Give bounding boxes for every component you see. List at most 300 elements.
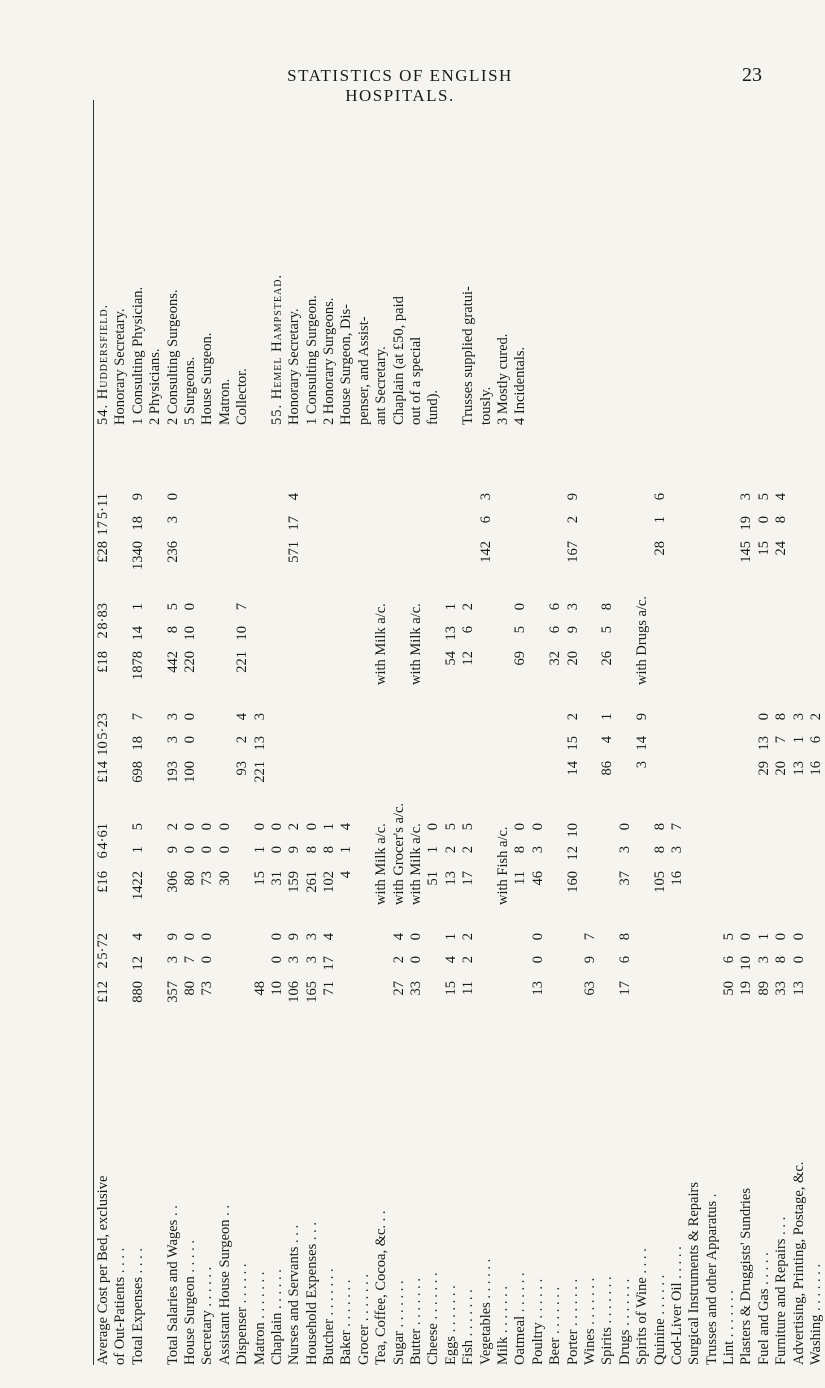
table-cell — [234, 599, 251, 685]
shillings-value — [530, 516, 547, 534]
pence-value — [773, 823, 790, 839]
pounds-value — [599, 541, 616, 575]
pounds-value — [443, 761, 460, 795]
table-cell — [756, 819, 773, 905]
shillings-value — [808, 956, 825, 974]
pounds-value — [686, 541, 703, 575]
table-cell — [147, 709, 164, 795]
pence-value — [286, 603, 303, 619]
shillings-value — [478, 956, 495, 974]
pence-value — [338, 713, 355, 729]
shillings-value — [425, 516, 442, 534]
table-cell — [112, 709, 129, 795]
table-cell — [321, 819, 338, 905]
note-line: Trusses supplied gratui- — [460, 286, 477, 425]
pounds-value — [617, 651, 634, 685]
row-label: Secretary . . . . . . — [199, 1266, 216, 1365]
table-cell — [338, 599, 355, 685]
shillings-value — [791, 516, 808, 534]
row-label: Wines . . . . . . . — [581, 1277, 598, 1365]
table-cell — [460, 489, 477, 575]
shillings-value — [791, 626, 808, 644]
pence-value — [373, 493, 390, 509]
pence-value: 9 — [286, 933, 303, 941]
table-cell — [443, 819, 460, 905]
pence-value — [147, 713, 164, 729]
table-cell — [669, 709, 686, 795]
pence-value — [634, 603, 651, 619]
pence-value: 9 — [129, 493, 146, 501]
table-cell — [286, 819, 303, 905]
pounds-value: 80 — [181, 981, 198, 996]
table-cell — [599, 489, 616, 575]
pence-value: 0 — [425, 823, 442, 831]
shillings-value — [652, 626, 669, 644]
shillings-value — [234, 956, 251, 974]
pounds-value: with Milk a/c. — [373, 603, 390, 685]
shillings-value: 3 — [755, 956, 772, 964]
pence-value: 0 — [529, 933, 546, 941]
pounds-value: 33 — [408, 981, 425, 996]
pence-value — [112, 933, 129, 949]
shillings-value: 14 — [634, 736, 651, 751]
table-cell — [182, 929, 199, 1015]
pounds-value — [669, 761, 686, 795]
table-cell — [373, 709, 390, 795]
pounds-value: 1422 — [129, 871, 146, 900]
table-cell — [252, 599, 269, 685]
table-cell — [704, 599, 721, 685]
shillings-value — [721, 626, 738, 644]
pence-value: 0 — [181, 933, 198, 941]
table-cell — [669, 929, 686, 1015]
shillings-value: 15 — [564, 736, 581, 751]
pence-value — [652, 603, 669, 619]
pence-value — [582, 493, 599, 509]
pence-value — [408, 603, 425, 619]
shillings-value: 0 — [755, 516, 772, 524]
table-cell — [704, 819, 721, 905]
shillings-value: 13 — [755, 736, 772, 751]
pence-value — [112, 823, 129, 839]
table-cell — [478, 709, 495, 795]
table-cell — [686, 709, 703, 795]
pounds-value — [652, 761, 669, 795]
pence-value: 0 — [616, 823, 633, 831]
table-cell — [495, 709, 512, 795]
shillings-value: 6 — [460, 626, 477, 634]
pounds-value: 100 — [181, 761, 198, 783]
pence-value — [425, 933, 442, 949]
table-cell — [425, 489, 442, 575]
hospital-column — [95, 929, 825, 1015]
shillings-value — [686, 626, 703, 644]
table-cell — [738, 929, 755, 1015]
shillings-value — [495, 956, 512, 974]
pounds-value — [112, 761, 129, 795]
note-line: Collector. — [234, 368, 251, 425]
pounds-value — [721, 651, 738, 685]
table-cell — [495, 819, 512, 905]
shillings-value: 9 — [564, 626, 581, 634]
row-label: Porter . . . . . . . — [564, 1278, 581, 1365]
pounds-value — [478, 871, 495, 905]
pence-value: 5 — [164, 603, 181, 611]
table-cell — [217, 709, 234, 795]
table-cell — [321, 599, 338, 685]
table-cell — [756, 929, 773, 1015]
pence-value: 0 — [251, 823, 268, 831]
table-cell — [252, 709, 269, 795]
pence-value — [791, 493, 808, 509]
pounds-value: 30 — [216, 871, 233, 886]
pence-value — [791, 603, 808, 619]
pounds-value — [252, 651, 269, 685]
pence-value — [530, 603, 547, 619]
shillings-value: 7 — [773, 736, 790, 744]
pence-value — [478, 823, 495, 839]
shillings-value — [356, 736, 373, 754]
shillings-value — [547, 956, 564, 974]
pounds-value — [391, 541, 408, 575]
table-cell — [391, 599, 408, 685]
shillings-value: 18 — [129, 516, 146, 531]
shillings-value: 0 — [216, 846, 233, 854]
shillings-value — [147, 626, 164, 644]
pence-value: 0 — [268, 933, 285, 941]
table-cell — [338, 709, 355, 795]
pounds-value — [808, 871, 825, 905]
table-cell — [617, 819, 634, 905]
pounds-value: 48 — [251, 981, 268, 996]
shillings-value — [721, 846, 738, 864]
shillings-value — [686, 516, 703, 534]
pounds-value: 24 — [773, 541, 790, 556]
table-cell — [234, 489, 251, 575]
shillings-value: 14 — [129, 626, 146, 641]
shillings-value: 17 — [286, 516, 303, 531]
pence-value — [547, 933, 564, 949]
row-label: Milk . . . . . . . — [494, 1286, 511, 1365]
pence-value: 0 — [408, 933, 425, 941]
pounds-value — [217, 981, 234, 1015]
pence-value — [112, 493, 129, 509]
pence-value: 8 — [651, 823, 668, 831]
table-cell — [408, 819, 425, 905]
shillings-value — [373, 839, 390, 857]
pounds-value — [356, 761, 373, 795]
pounds-value — [791, 541, 808, 575]
pounds-value: 20 — [564, 651, 581, 666]
shillings-value — [530, 626, 547, 644]
table-cell — [390, 802, 408, 905]
pounds-value — [791, 871, 808, 905]
pounds-value — [721, 871, 738, 905]
shillings-value: 6 — [547, 626, 564, 634]
pence-value — [582, 603, 599, 619]
note-line: House Surgeon. — [199, 332, 216, 425]
table-cell — [217, 489, 234, 575]
pence-value — [721, 823, 738, 839]
pence-value — [304, 493, 321, 509]
table-cell — [321, 929, 338, 1015]
shillings-value — [112, 516, 129, 534]
table-cell — [634, 596, 651, 685]
table-cell — [512, 489, 529, 575]
shillings-value: 6 — [721, 956, 738, 964]
table-cell — [721, 819, 738, 905]
table-cell — [147, 599, 164, 685]
row-label: Assistant House Surgeon . . — [216, 1204, 233, 1365]
shillings-value: 1 — [790, 736, 807, 744]
table-cell — [443, 709, 460, 795]
table-cell — [512, 819, 529, 905]
pounds-value — [338, 761, 355, 795]
shillings-value — [199, 626, 216, 644]
pounds-value: 142 — [477, 541, 494, 563]
pounds-value — [182, 541, 199, 575]
shillings-value: 0 — [181, 846, 198, 854]
pence-value: 8·83 — [95, 603, 111, 630]
shillings-value — [321, 516, 338, 534]
shillings-value: 9 — [581, 956, 598, 964]
pence-value: 4 — [338, 823, 355, 831]
shillings-value — [356, 516, 373, 534]
pounds-value — [617, 541, 634, 575]
pounds-value — [304, 761, 321, 795]
pounds-value: with Grocer's a/c. — [390, 802, 407, 905]
pounds-value — [686, 871, 703, 905]
table-cell — [547, 929, 564, 1015]
table-cell — [95, 709, 112, 795]
shillings-value — [547, 516, 564, 534]
pence-value — [252, 493, 269, 509]
table-cell — [356, 819, 373, 905]
pounds-value: £18 — [95, 651, 111, 673]
pounds-value: 32 — [547, 651, 564, 666]
shillings-value — [460, 516, 477, 534]
table-cell — [478, 489, 495, 575]
pence-value — [373, 713, 390, 729]
pounds-value — [652, 981, 669, 1015]
row-label: Eggs . . . . . . . — [442, 1285, 459, 1365]
pence-value — [512, 493, 529, 509]
pence-value — [147, 603, 164, 619]
pounds-value — [652, 651, 669, 685]
pounds-value — [217, 541, 234, 575]
shillings-value: 7 — [181, 956, 198, 964]
table-cell — [112, 929, 129, 1015]
shillings-value — [304, 626, 321, 644]
pence-value — [495, 823, 512, 839]
row-labels-column — [95, 1025, 825, 1365]
pounds-value: 236 — [164, 541, 181, 563]
table-cell — [199, 599, 216, 685]
pounds-value: 15 — [251, 871, 268, 886]
table-cell — [252, 819, 269, 905]
shillings-value: 0 — [408, 956, 425, 964]
pounds-value — [321, 761, 338, 795]
table-cell — [269, 489, 286, 575]
table-cell — [530, 819, 547, 905]
shillings-value — [443, 516, 460, 534]
shillings-value — [738, 846, 755, 864]
hospital-column — [95, 489, 825, 575]
pounds-value — [338, 981, 355, 1015]
shillings-value: 6 — [477, 516, 494, 524]
shillings-value — [112, 736, 129, 754]
pence-value: 1 — [129, 603, 146, 611]
pence-value — [669, 603, 686, 619]
note-line: Chaplain (at £50, paid — [390, 296, 407, 425]
shillings-value: 3 — [529, 846, 546, 854]
table-cell — [704, 929, 721, 1015]
pence-value — [373, 823, 390, 839]
table-cell — [460, 599, 477, 685]
row-label: Vegetables . . . . . . — [477, 1258, 494, 1365]
shillings-value — [338, 956, 355, 974]
table-cell — [425, 709, 442, 795]
shillings-value — [425, 956, 442, 974]
table-cell — [617, 489, 634, 575]
shillings-value — [408, 839, 425, 857]
note-line: 1 Consulting Physician. — [129, 286, 146, 425]
pence-value: 0 — [512, 603, 529, 611]
shillings-value: 8 — [512, 846, 529, 854]
shillings-value — [582, 736, 599, 754]
table-cell — [582, 819, 599, 905]
pounds-value: £14 — [95, 761, 111, 783]
table-cell — [304, 929, 321, 1015]
note-line: House Surgeon, Dis- — [338, 304, 355, 425]
row-label: Nurses and Servants . . . — [286, 1224, 303, 1365]
pounds-value — [356, 541, 373, 575]
pounds-value — [530, 541, 547, 575]
shillings-value: 2 — [460, 846, 477, 854]
pounds-value: 880 — [129, 981, 146, 1003]
pence-value — [112, 603, 129, 619]
pounds-value — [791, 651, 808, 685]
shillings-value — [182, 516, 199, 534]
pounds-value — [704, 871, 721, 905]
table-cell — [269, 929, 286, 1015]
table-cell — [547, 599, 564, 685]
pence-value: 0 — [790, 933, 807, 941]
table-cell — [478, 929, 495, 1015]
shillings-value — [704, 516, 721, 534]
table-cell — [634, 709, 651, 795]
shillings-value: 0 — [199, 956, 216, 964]
pounds-value — [547, 981, 564, 1015]
shillings-value: 0 — [529, 956, 546, 964]
table-cell — [286, 709, 303, 795]
table-cell — [512, 709, 529, 795]
table-cell — [530, 929, 547, 1015]
shillings-value — [269, 736, 286, 754]
table-cell — [95, 929, 112, 1015]
table-cell — [617, 599, 634, 685]
table-cell — [304, 489, 321, 575]
shillings-value — [669, 516, 686, 534]
pounds-value — [147, 981, 164, 1015]
table-cell — [791, 929, 808, 1015]
pounds-value: 10 — [268, 981, 285, 996]
table-cell — [478, 819, 495, 905]
pence-value — [791, 823, 808, 839]
row-label: Surgical Instruments & Repairs — [686, 1182, 703, 1365]
table-cell — [634, 819, 651, 905]
pence-value — [321, 603, 338, 619]
shillings-value — [425, 626, 442, 644]
table-cell — [286, 929, 303, 1015]
table-cell — [686, 599, 703, 685]
table-cell — [756, 599, 773, 685]
shillings-value: 0 — [199, 846, 216, 854]
pounds-value — [669, 651, 686, 685]
table-cell — [408, 929, 425, 1015]
table-cell — [425, 929, 442, 1015]
table-cell — [286, 599, 303, 685]
pence-value — [234, 933, 251, 949]
pence-value: 4 — [234, 713, 251, 721]
pounds-value — [112, 981, 129, 1015]
pence-value: 10 — [564, 823, 581, 838]
pence-value: 2 — [460, 603, 477, 611]
shillings-value — [495, 516, 512, 534]
pounds-value — [512, 981, 529, 1015]
pounds-value — [199, 761, 216, 795]
shillings-value — [512, 516, 529, 534]
pounds-value — [704, 761, 721, 795]
pounds-value: 86 — [599, 761, 616, 776]
shillings-value: 9 — [164, 846, 181, 854]
pence-value: 4 — [129, 933, 146, 941]
table-cell — [582, 489, 599, 575]
table-cell — [738, 709, 755, 795]
shillings-value — [286, 736, 303, 754]
pence-value — [443, 713, 460, 729]
page-title: STATISTICS OF ENGLISH HOSPITALS. — [287, 66, 513, 105]
pence-value — [634, 493, 651, 509]
pence-value: 3 — [303, 933, 320, 941]
table-cell — [443, 489, 460, 575]
shillings-value: 3 — [303, 956, 320, 964]
table-cell — [773, 819, 790, 905]
table-cell — [773, 599, 790, 685]
row-label: Dispenser . . . . . . — [234, 1263, 251, 1365]
shillings-value — [391, 736, 408, 754]
pence-value — [773, 603, 790, 619]
row-label: Lint . . . . . . . — [721, 1290, 738, 1365]
pence-value — [217, 603, 234, 619]
pounds-value: 15 — [755, 541, 772, 556]
pence-value — [808, 933, 825, 949]
shillings-value — [356, 846, 373, 864]
pounds-value — [495, 651, 512, 685]
shillings-value — [669, 956, 686, 974]
pence-value: 5·72 — [95, 933, 111, 960]
pounds-value — [773, 651, 790, 685]
hospital-notes — [95, 105, 530, 425]
pounds-value — [460, 541, 477, 575]
pence-value — [408, 493, 425, 509]
shillings-value — [704, 626, 721, 644]
note-line: 2 Consulting Surgeons. — [164, 289, 181, 425]
row-label: Quinine . . . . . . — [651, 1274, 668, 1365]
pence-value: 1 — [442, 933, 459, 941]
table-cell — [460, 929, 477, 1015]
pence-value: 3 — [790, 713, 807, 721]
